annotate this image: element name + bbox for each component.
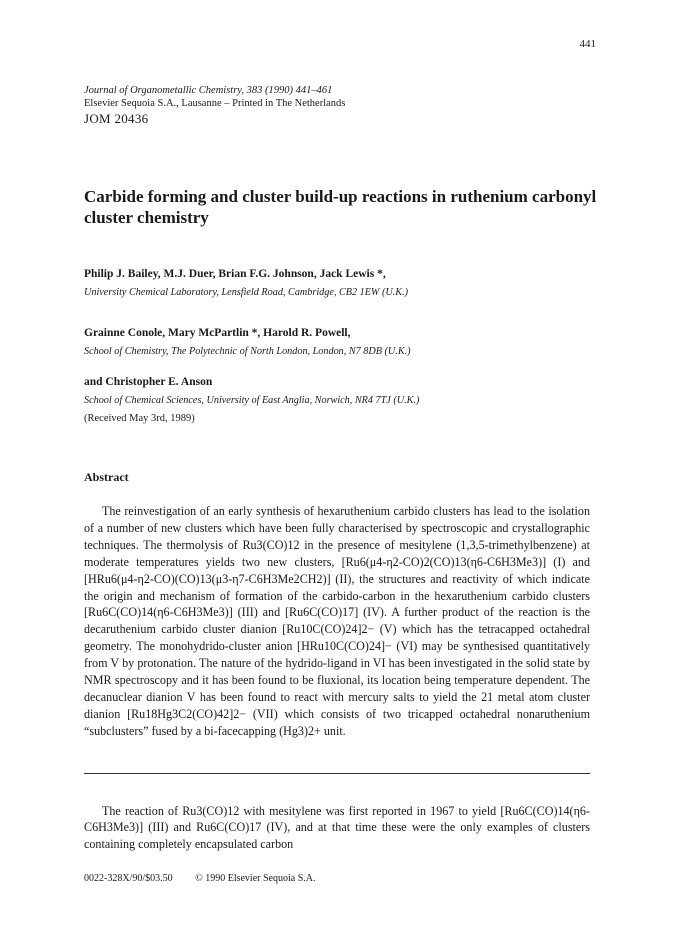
- affiliation-3: School of Chemical Sciences, University of East Anglia, Norwich, NR4 7TJ (U.K.): [84, 395, 420, 406]
- introduction-paragraph: The reaction of Ru3(CO)12 with mesitylene was first reported in 1967 to yield [Ru6C(CO)14(η6-C6H3Me3)] (III) and Ru6C(CO)17 (IV), and at that time these were the only examples of clusters containing completely encapsulated carbon: [84, 804, 590, 851]
- journal-header: [84, 84, 345, 110]
- abstract-body: [84, 503, 590, 740]
- abstract-heading: Abstract: [84, 470, 129, 484]
- author-group-2: Grainne Conole, Mary McPartlin *, Harold R. Powell,: [84, 327, 351, 339]
- copyright-notice: © 1990 Elsevier Sequoia S.A.: [195, 873, 316, 884]
- author-group-1: Philip J. Bailey, M.J. Duer, Brian F.G. Johnson, Jack Lewis *,: [84, 268, 386, 280]
- page-footer: [84, 873, 335, 884]
- received-date: (Received May 3rd, 1989): [84, 413, 195, 424]
- issn-price: 0022-328X/90/$03.50: [84, 873, 173, 884]
- article-title: Carbide forming and cluster build-up reactions in ruthenium carbonyl cluster chemistry: [84, 187, 597, 227]
- section-divider: [84, 773, 590, 774]
- journal-publisher: Elsevier Sequoia S.A., Lausanne – Printed in The Netherlands: [84, 98, 346, 109]
- affiliation-1: University Chemical Laboratory, Lensfield Road, Cambridge, CB2 1EW (U.K.): [84, 287, 408, 298]
- abstract-paragraph: The reinvestigation of an early synthesis of hexaruthenium carbido clusters has lead to the isolation of a number of new clusters which have been fully characterised by spectroscopic and crystallographic techniques. The thermolysis of Ru3(CO)12 in the presence of mesitylene (1,3,5-trimethylbenzene) at moderate temperatures yields two new clusters, [Ru6(μ4-η2-CO)2(CO)13(η6-C6H3Me3)] (I) and [HRu6(μ4-η2-CO)(CO)13(μ3-η7-C6H3Me2CH2)] (II), the structures and reactivity of which indicate the origin and mechanism of formation of the carbido-carbon in the hexaruthenium carbido clusters [Ru6C(CO)14(η6-C6H3Me3)] (III) and [Ru6C(CO)17] (IV). A further product of the reaction is the decaruthenium carbido cluster dianion [Ru10C(CO)24]2− (V) which has the tetracapped octahedral geometry. The monohydrido-cluster anion [HRu10C(CO)24]− (VI) may be synthesised quantitatively from V by protonation. The nature of the hydrido-ligand in VI has been investigated in the solid state by NMR spectroscopy and it has been found to be fluxional, its location being temperature dependent. The decanuclear dianion V has been found to react with mercury salts to yield the 21 metal atom cluster dianion [Ru18Hg3C2(CO)42]2− (VII) which consists of two tricapped octahedral nonaruthenium “subclusters” fused by a bi-facecapping (Hg3)2+ unit.: [84, 504, 590, 738]
- journal-citation: Journal of Organometallic Chemistry, 383 (1990) 441–461: [84, 85, 333, 96]
- author-group-3: and Christopher E. Anson: [84, 376, 213, 388]
- journal-code: JOM 20436: [84, 111, 149, 126]
- page-number: 441: [579, 38, 596, 50]
- affiliation-2: School of Chemistry, The Polytechnic of North London, London, N7 8DB (U.K.): [84, 346, 411, 357]
